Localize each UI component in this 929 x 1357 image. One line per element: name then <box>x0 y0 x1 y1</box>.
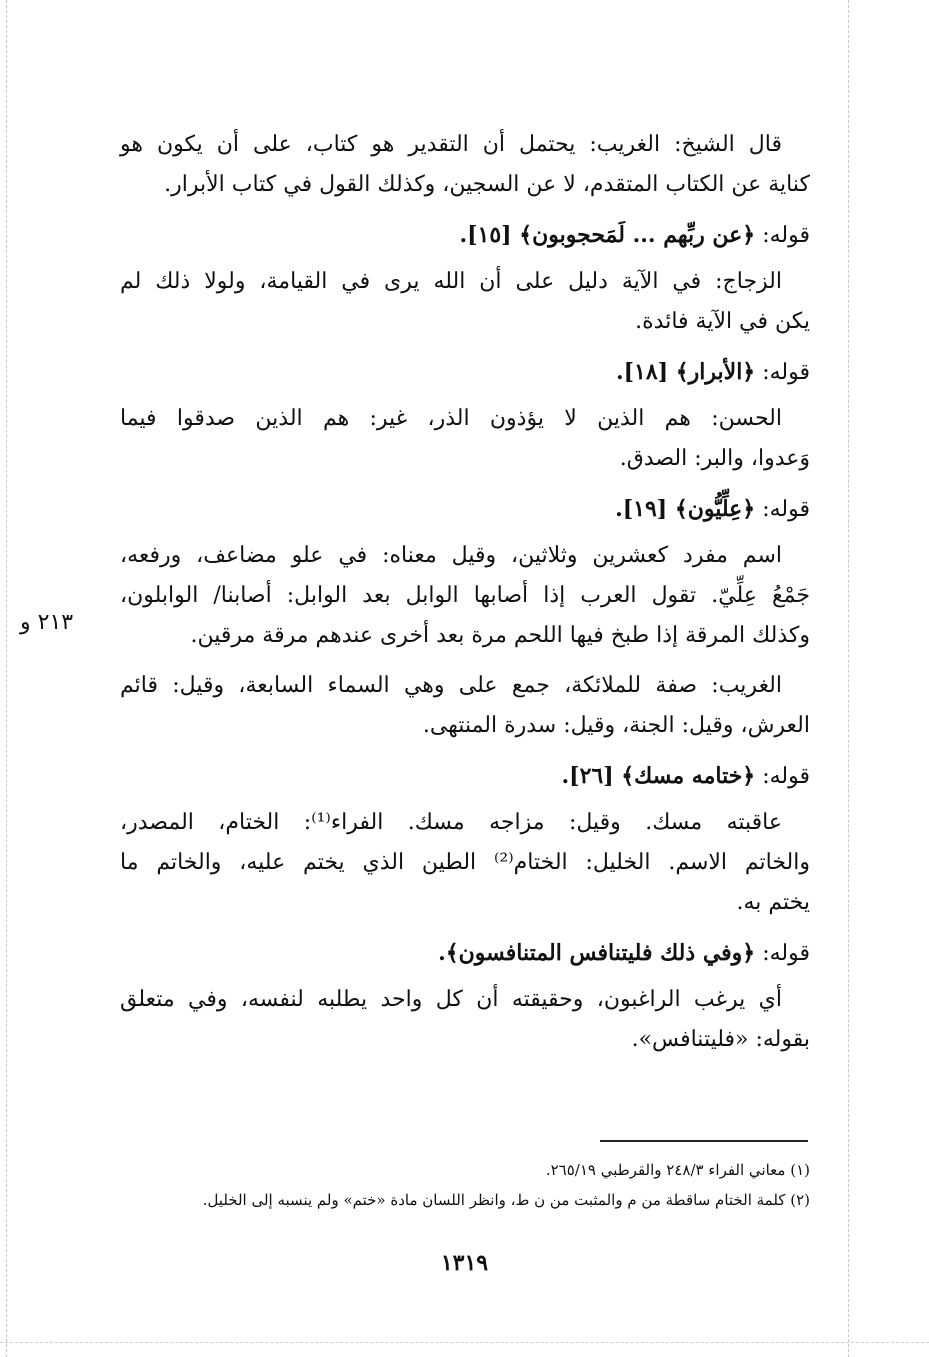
paragraph-line: يختم به. <box>736 890 810 915</box>
verse-heading-5 <box>120 933 810 974</box>
page-number: ١٣١٩ <box>440 1250 489 1276</box>
paragraph-line: يكن في الآية فائدة. <box>635 309 810 334</box>
heading-lead: قوله: <box>762 497 810 522</box>
paragraph-line: الزجاج: في الآية دليل على أن الله يرى في القيامة، ولولا ذلك لم <box>120 269 782 294</box>
verse-heading-3 <box>120 489 810 530</box>
paragraph-line: بقوله: «فليتنافس». <box>631 1027 810 1052</box>
verse-quote: ﴿ختامه مسك﴾ [٢٦]. <box>561 763 756 789</box>
paragraph-3 <box>120 399 810 479</box>
scan-guide-bottom <box>0 1342 929 1343</box>
heading-lead: قوله: <box>762 941 810 966</box>
footnote-1: (١) معاني الفراء ٢٤٨/٣ والقرطبي ٢٦٥/١٩. <box>545 1161 810 1179</box>
paragraph-line: قال الشيخ: الغريب: يحتمل أن التقدير هو كتاب، على أن يكون هو <box>120 132 782 157</box>
paragraph-line: العرش، وقيل: الجنة، وقيل: سدرة المنتهى. <box>422 713 810 738</box>
scan-guide-right <box>848 0 849 1357</box>
paragraph-line: وكذلك المرقة إذا طبخ فيها اللحم مرة بعد أخرى عندهم مرقة مرقين. <box>190 623 810 648</box>
paragraph-line: عاقبته مسك. وقيل: مزاجه مسك. الفراء⁽¹⁾: الختام، المصدر، <box>120 810 782 835</box>
verse-quote: ﴿الأبرار﴾ [١٨]. <box>615 359 756 385</box>
paragraph-line: الغريب: صفة للملائكة، جمع على وهي السماء السابعة، وقيل: قائم <box>120 673 783 698</box>
verse-quote: ﴿عن ربِّهم ... لَمَحجوبون﴾ [١٥]. <box>459 222 756 248</box>
heading-lead: قوله: <box>762 223 810 248</box>
footnote-separator <box>600 1140 808 1142</box>
verse-heading-2 <box>120 352 810 393</box>
footnote-2: (٢) كلمة الختام ساقطة من م والمثبت من ن ط، وانظر اللسان مادة «ختم» ولم ينسبه إلى الخليل. <box>202 1191 810 1209</box>
verse-heading-4 <box>120 756 810 797</box>
paragraph-4 <box>120 536 810 656</box>
heading-lead: قوله: <box>762 360 810 385</box>
verse-heading-1 <box>120 215 810 256</box>
paragraph-line: جَمْعُ عِلِّيّ. تقول العرب إذا أصابها الوابل بعد الوابل: أصابنا/ الوابلون، <box>120 583 810 608</box>
paragraph-1 <box>120 125 810 205</box>
heading-lead: قوله: <box>762 764 810 789</box>
paragraph-line: الحسن: هم الذين لا يؤذون الذر، غير: هم الذين صدقوا فيما <box>120 406 782 431</box>
paragraph-line: اسم مفرد كعشرين وثلاثين، وقيل معناه: في علو مضاعف، ورفعه، <box>120 543 782 568</box>
verse-quote: ﴿وفي ذلك فليتنافس المتنافسون﴾. <box>438 940 756 966</box>
paragraph-line: أي يرغب الراغبون، وحقيقته أن كل واحد يطلبه لنفسه، وفي متعلق <box>120 987 782 1012</box>
scan-guide-left <box>6 0 7 1357</box>
paragraph-2 <box>120 262 810 342</box>
paragraph-line: وَعدوا، والبر: الصدق. <box>619 446 810 471</box>
paragraph-line: كناية عن الكتاب المتقدم، لا عن السجين، وكذلك القول في كتاب الأبرار. <box>164 172 810 197</box>
paragraph-7 <box>120 980 810 1060</box>
main-text <box>120 125 810 1070</box>
paragraph-6 <box>120 803 810 923</box>
paragraph-5 <box>120 666 810 746</box>
footnotes <box>120 1155 810 1215</box>
verse-quote: ﴿عِلِّيُّون﴾ [١٩]. <box>615 496 756 522</box>
paragraph-line: والخاتم الاسم. الخليل: الختام⁽²⁾ الطين الذي يختم عليه، والخاتم ما <box>120 850 810 875</box>
manuscript-folio-note: ٢١٣ و <box>20 610 74 635</box>
